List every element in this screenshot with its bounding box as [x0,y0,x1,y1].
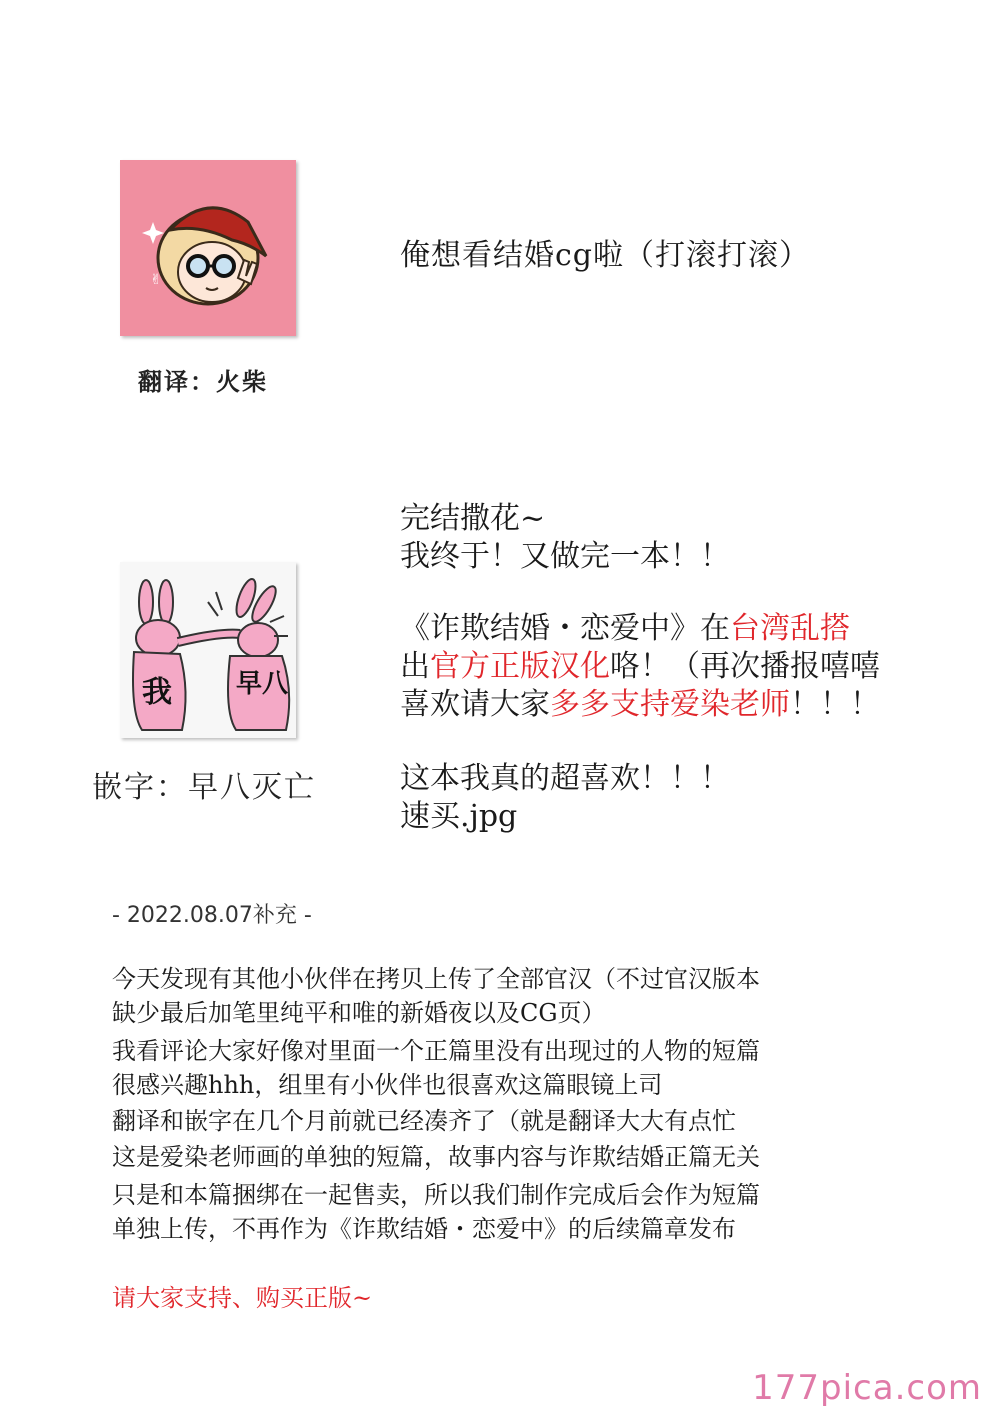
supplement-line: 只是和本篇捆绑在一起售卖，所以我们制作完成后会作为短篇 [112,1181,760,1209]
supplement-line: 我看评论大家好像对里面一个正篇里没有出现过的人物的短篇 [112,1037,760,1065]
translator-comment: 俺想看结婚cg啦（打滚打滚） [400,238,811,273]
message-line-2: 我终于！又做完一本！！ [400,539,730,574]
message-line-7: 速买.jpg [400,799,518,834]
highlight-support-author: 多多支持爱染老师 [550,687,790,722]
typesetter-avatar [120,562,296,738]
translator-avatar [120,160,296,336]
message-line-6: 这本我真的超喜欢！！！ [400,761,730,796]
supplement-line: 单独上传，不再作为《诈欺结婚・恋爱中》的后续篇章发布 [112,1215,736,1243]
supplement-line: 翻译和嵌字在几个月前就已经凑齐了（就是翻译大大有点忙 [112,1107,736,1135]
sticker-right-label: 早八 [236,669,289,699]
site-watermark: 177pica.com [752,1368,982,1408]
supplement-line: 缺少最后加笔里纯平和唯的新婚夜以及CG页） [112,999,606,1027]
highlight-official: 官方正版汉化 [430,649,610,684]
supplement-header: - 2022.08.07补充 - [112,903,312,928]
translator-credit: 翻译：火柴 [138,368,268,396]
svg-text:✌: ✌ [150,272,162,288]
supplement-line: 很感兴趣hhh，组里有小伙伴也很喜欢这篇眼镜上司 [112,1071,663,1099]
sticker-left-label: 我 [142,675,172,710]
bunny-slap-sticker-icon [120,562,296,738]
typesetter-credit: 嵌字：早八灭亡 [92,770,316,805]
message-line-4 [400,648,880,686]
message-line-5-text-a: 喜欢请大家 [400,687,550,722]
supplement-line: 这是爱染老师画的单独的短篇，故事内容与诈欺结婚正篇无关 [112,1143,760,1171]
chibi-sunglasses-avatar-icon [120,160,296,336]
message-line-1: 完结撒花~ [400,501,546,536]
message-line-3-text: 《诈欺结婚・恋爱中》在 [400,611,730,646]
message-line-4-text-c: 咯！（再次播报嘻嘻 [610,649,880,684]
message-line-5-text-c: ！！！ [790,687,880,722]
message-line-4-text-a: 出 [400,649,430,684]
supplement-line: 今天发现有其他小伙伴在拷贝上传了全部官汉（不过官汉版本 [112,965,760,993]
message-line-3 [400,610,850,648]
message-line-5 [400,686,880,724]
highlight-publisher: 台湾乱搭 [730,611,850,646]
support-official-release: 请大家支持、购买正版~ [112,1284,373,1312]
